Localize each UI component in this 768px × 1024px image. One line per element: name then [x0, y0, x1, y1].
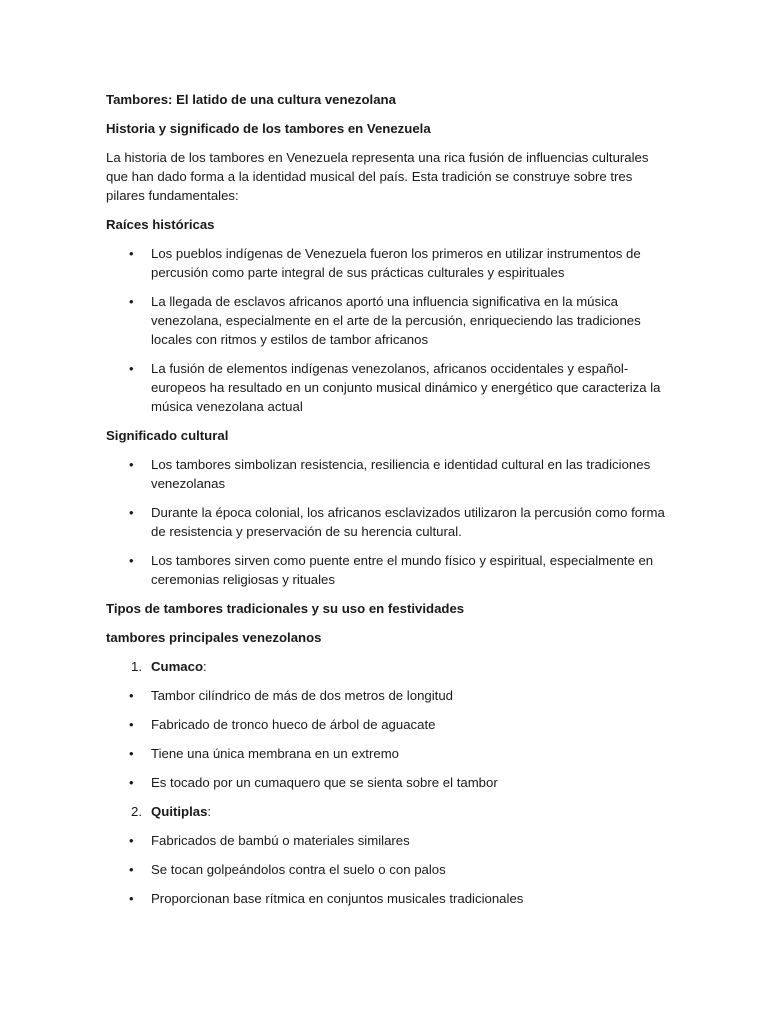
- heading-raices: Raíces históricas: [106, 217, 215, 232]
- item-term: Cumaco: [151, 659, 204, 674]
- raices-list: [106, 244, 666, 416]
- list-item: • Es tocado por un cumaquero que se sienta sobre el tambor: [106, 773, 666, 792]
- list-item: • La llegada de esclavos africanos aportó una influencia significativa en la música venezolana, especialmente en el arte de la percusión, enriqueciendo las tradiciones locales con ritmos y estilos de tambor africanos: [106, 292, 666, 349]
- significado-list: [106, 455, 666, 589]
- list-item: • Fabricado de tronco hueco de árbol de aguacate: [106, 715, 666, 734]
- intro-paragraph: La historia de los tambores en Venezuela representa una rica fusión de influencias culturales que han dado forma a la identidad musical del país. Esta tradición se construye sobre tres pilares fundamentales:: [106, 150, 649, 203]
- item-number: 1.: [131, 659, 142, 674]
- item-suffix: :: [203, 659, 207, 674]
- heading-tipos: Tipos de tambores tradicionales y su uso en festividades: [106, 601, 465, 616]
- item-suffix: :: [207, 804, 212, 819]
- heading-significado: Significado cultural: [106, 428, 229, 443]
- list-item: • Se tocan golpeándolos contra el suelo o con palos: [106, 860, 666, 879]
- list-item: • Los pueblos indígenas de Venezuela fueron los primeros en utilizar instrumentos de percusión como parte integral de sus prácticas culturales y espirituales: [106, 244, 666, 282]
- list-item: • La fusión de elementos indígenas venezolanos, africanos occidentales y español-europeos ha resultado en un conjunto musical dinámico y energético que caracteriza la música venezolana actual: [106, 359, 666, 416]
- numbered-item-quitiplas: [106, 802, 666, 821]
- item-term: Quitiplas: [151, 804, 208, 819]
- document-page: [106, 90, 666, 918]
- list-item: • Los tambores simbolizan resistencia, resiliencia e identidad cultural en las tradiciones venezolanas: [106, 455, 666, 493]
- numbered-item-cumaco: [106, 657, 666, 676]
- quitiplas-list: [106, 831, 666, 908]
- list-item: • Tambor cilíndrico de más de dos metros de longitud: [106, 686, 666, 705]
- heading-principales: tambores principales venezolanos: [106, 630, 322, 645]
- item-number: 2.: [131, 804, 142, 819]
- list-item: • Fabricados de bambú o materiales similares: [106, 831, 666, 850]
- document-title: Tambores: El latido de una cultura venezolana: [106, 92, 396, 107]
- list-item: • Tiene una única membrana en un extremo: [106, 744, 666, 763]
- section-heading-historia: Historia y significado de los tambores en Venezuela: [106, 121, 431, 136]
- list-item: • Durante la época colonial, los africanos esclavizados utilizaron la percusión como forma de resistencia y preservación de su herencia cultural.: [106, 503, 666, 541]
- list-item: • Los tambores sirven como puente entre el mundo físico y espiritual, especialmente en ceremonias religiosas y rituales: [106, 551, 666, 589]
- list-item: • Proporcionan base rítmica en conjuntos musicales tradicionales: [106, 889, 666, 908]
- cumaco-list: [106, 686, 666, 792]
